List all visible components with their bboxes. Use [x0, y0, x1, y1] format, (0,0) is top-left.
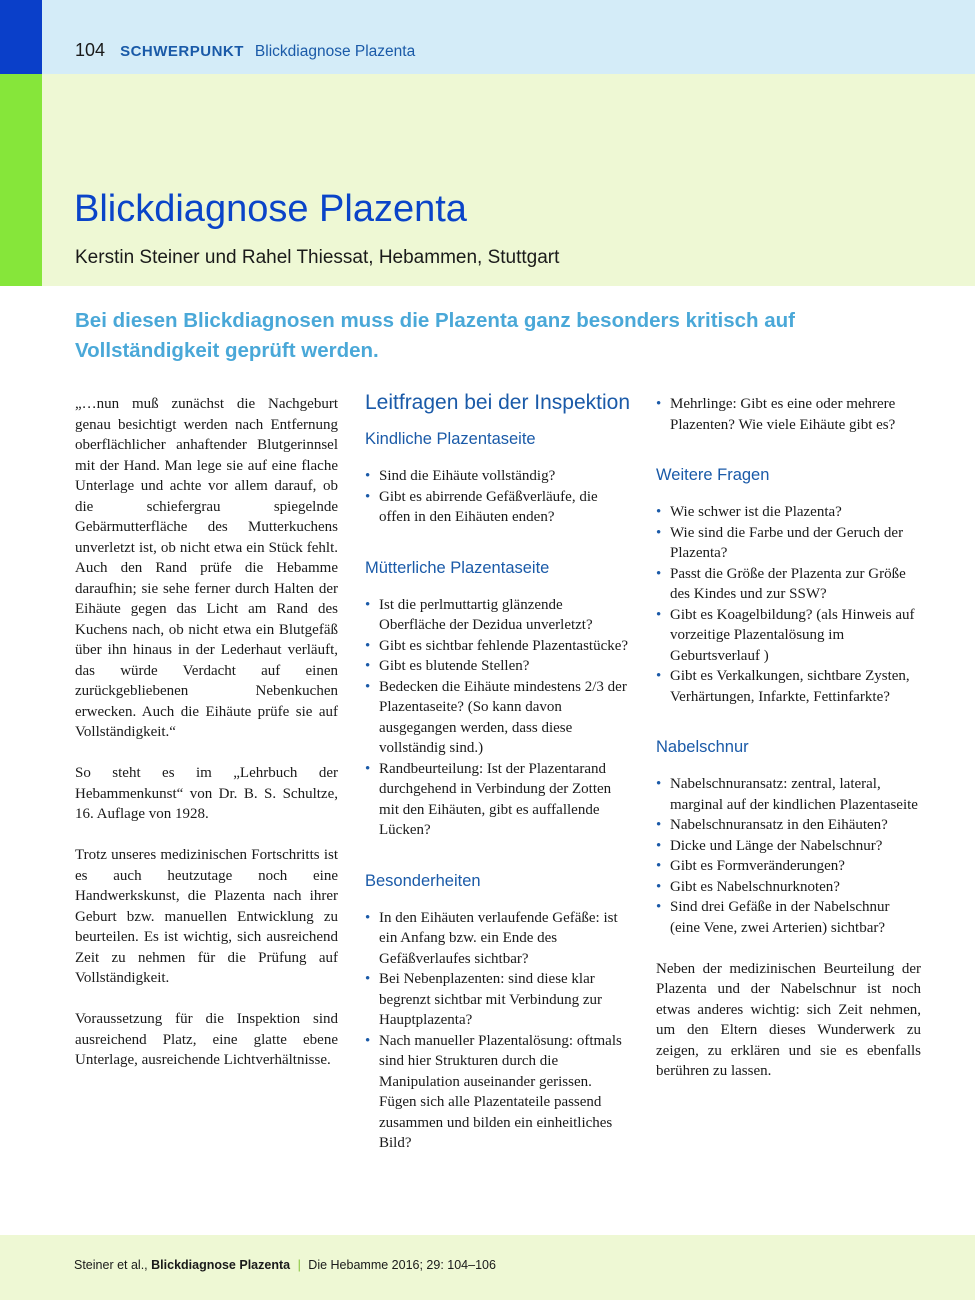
list-kindliche-seite — [365, 466, 630, 528]
subheading-weitere-fragen: Weitere Fragen — [656, 466, 770, 484]
list-item: • Bei Nebenplazenten: sind diese klar begrenzt sichtbar mit Verbindung zur Hauptplazenta? — [365, 969, 630, 1031]
column-1 — [75, 394, 338, 1091]
list-item: • Passt die Größe der Plazenta zur Größe des Kindes und zur SSW? — [656, 564, 921, 605]
list-item: • Gibt es Formveränderungen? — [656, 856, 921, 877]
paragraph-quote: „…nun muß zunächst die Nachgeburt genau besichtigt werden nach Entfernung oberflächlicher anhaftender Blutgerinnsel mit der Hand. Man lege sie auf eine flache Unterlage und achte vor allem darauf, ob die schiefergrau spiegelnde Gebärmutterfläche des Mutterkuchens unverletzt ist, ob nicht etwa ein Stück fehlt. Auch den Rand prüfe die Hebamme daraufhin; sie sehe ferner durch Halten der Eihäute gegen das Licht am Rand des Kuchens nach, ob nicht etwa ein Blutgefäß über ihn hinaus in der Lederhaut verläuft, das würde Verdacht auf einen zurückgebliebenen Nebenkuchen erwecken. Auch die Eihäute prüfe sie auf Vollständigkeit.“ — [75, 396, 338, 740]
paragraph-source: So steht es im „Lehrbuch der Hebammenkunst“ von Dr. B. S. Schultze, 16. Auflage von 1928. — [75, 765, 338, 822]
list-item: • In den Eihäuten verlaufende Gefäße: ist ein Anfang bzw. ein Ende des Gefäßverlaufes sichtbar? — [365, 908, 630, 970]
list-muetterliche-seite — [365, 595, 630, 841]
footer-citation — [74, 1258, 496, 1272]
list-item: • Gibt es Koagelbildung? (als Hinweis auf vorzeitige Plazentalösung im Geburtsverlauf ) — [656, 605, 921, 667]
subheading-besonderheiten: Besonderheiten — [365, 871, 481, 890]
list-item: • Nabelschnuransatz in den Eihäuten? — [656, 815, 921, 836]
subsection-label: Blickdiagnose Plazenta — [254, 43, 416, 60]
list-item: • Ist die perlmuttartig glänzende Oberfläche der Dezidua unverletzt? — [365, 595, 630, 636]
list-item: • Sind die Eihäute vollständig? — [365, 466, 630, 487]
subheading-kindliche-seite: Kindliche Plazentaseite — [365, 430, 536, 448]
footer-authors: Steiner et al., — [74, 1258, 148, 1272]
section-color-tab — [0, 74, 42, 286]
list-item: • Wie schwer ist die Plazenta? — [656, 502, 921, 523]
list-nabelschnur — [656, 774, 921, 938]
list-item: • Gibt es Nabelschnurknoten? — [656, 877, 921, 898]
footer-journal: Die Hebamme 2016; 29: 104–106 — [308, 1258, 496, 1272]
column-2 — [365, 391, 631, 1154]
list-item: • Gibt es blutende Stellen? — [365, 656, 630, 677]
article-lead: Bei diesen Blickdiagnosen muss die Plazenta ganz besonders kritisch auf Vollständigkeit geprüft werden. — [75, 309, 795, 362]
paragraph-progress: Trotz unseres medizinischen Fortschritts ist es auch heutzutage noch eine Handwerkskunst, die Plazenta nach ihrer Geburt bzw. manuellen Entwicklung zu beurteilen. Es ist wichtig, sich ausreichend Zeit zu nehmen für die Prüfung auf Vollständigkeit. — [75, 847, 338, 986]
list-item: • Nabelschnuransatz: zentral, lateral, marginal auf der kindlichen Plazentaseite — [656, 774, 921, 815]
header-color-tab — [0, 0, 42, 74]
list-weitere-fragen — [656, 502, 921, 707]
list-besonderheiten — [365, 908, 630, 1154]
paragraph-requirements: Voraussetzung für die Inspektion sind ausreichend Platz, eine glatte ebene Unterlage, ausreichende Lichtverhältnisse. — [75, 1011, 338, 1068]
article-title: Blickdiagnose Plazenta — [74, 188, 467, 230]
column-3 — [656, 394, 921, 1102]
closing-paragraph: Neben der medizinischen Beurteilung der Plazenta und der Nabelschnur ist noch etwas anderes wichtig: sich Zeit nehmen, um den Eltern dieses Wunderwerk zu zeigen, zu erklären und sie es ebenfalls berühren zu lassen. — [656, 960, 921, 1079]
subheading-nabelschnur: Nabelschnur — [656, 738, 749, 756]
subheading-muetterliche-seite: Mütterliche Plazentaseite — [365, 558, 550, 577]
section-heading: Leitfragen bei der Inspektion — [365, 391, 631, 414]
list-continued — [656, 394, 921, 435]
list-item: • Mehrlinge: Gibt es eine oder mehrere Plazenten? Wie viele Eihäute gibt es? — [656, 394, 921, 435]
list-item: • Wie sind die Farbe und der Geruch der Plazenta? — [656, 523, 921, 564]
list-item: • Randbeurteilung: Ist der Plazentarand durchgehend in Verbindung der Zotten mit den Eihäuten, gibt es auffallende Lücken? — [365, 759, 630, 841]
footer-title: Blickdiagnose Plazenta — [151, 1258, 291, 1272]
list-item: • Gibt es Verkalkungen, sichtbare Zysten, Verhärtungen, Infarkte, Fettinfarkte? — [656, 666, 921, 707]
list-item: • Gibt es sichtbar fehlende Plazentastücke? — [365, 636, 630, 657]
running-head — [75, 40, 415, 61]
footer-separator: | — [297, 1258, 301, 1272]
list-item: • Sind drei Gefäße in der Nabelschnur (eine Vene, zwei Arterien) sichtbar? — [656, 897, 921, 938]
list-item: • Bedecken die Eihäute mindestens 2/3 der Plazentaseite? (So kann davon ausgegangen werden, dass diese vollständig sind.) — [365, 677, 630, 759]
section-label: SCHWERPUNKT — [120, 43, 244, 60]
page-number: 104 — [75, 40, 106, 60]
article-authors: Kerstin Steiner und Rahel Thiessat, Hebammen, Stuttgart — [75, 247, 560, 268]
list-item: • Gibt es abirrende Gefäßverläufe, die offen in den Eihäuten enden? — [365, 487, 630, 528]
list-item: • Nach manueller Plazentalösung: oftmals sind hier Strukturen durch die Manipulation auseinander gerissen. Fügen sich alle Plazentateile passend zusammen und bilden ein einheitliches Bild? — [365, 1031, 630, 1154]
header-band — [0, 0, 975, 74]
list-item: • Dicke und Länge der Nabelschnur? — [656, 836, 921, 857]
